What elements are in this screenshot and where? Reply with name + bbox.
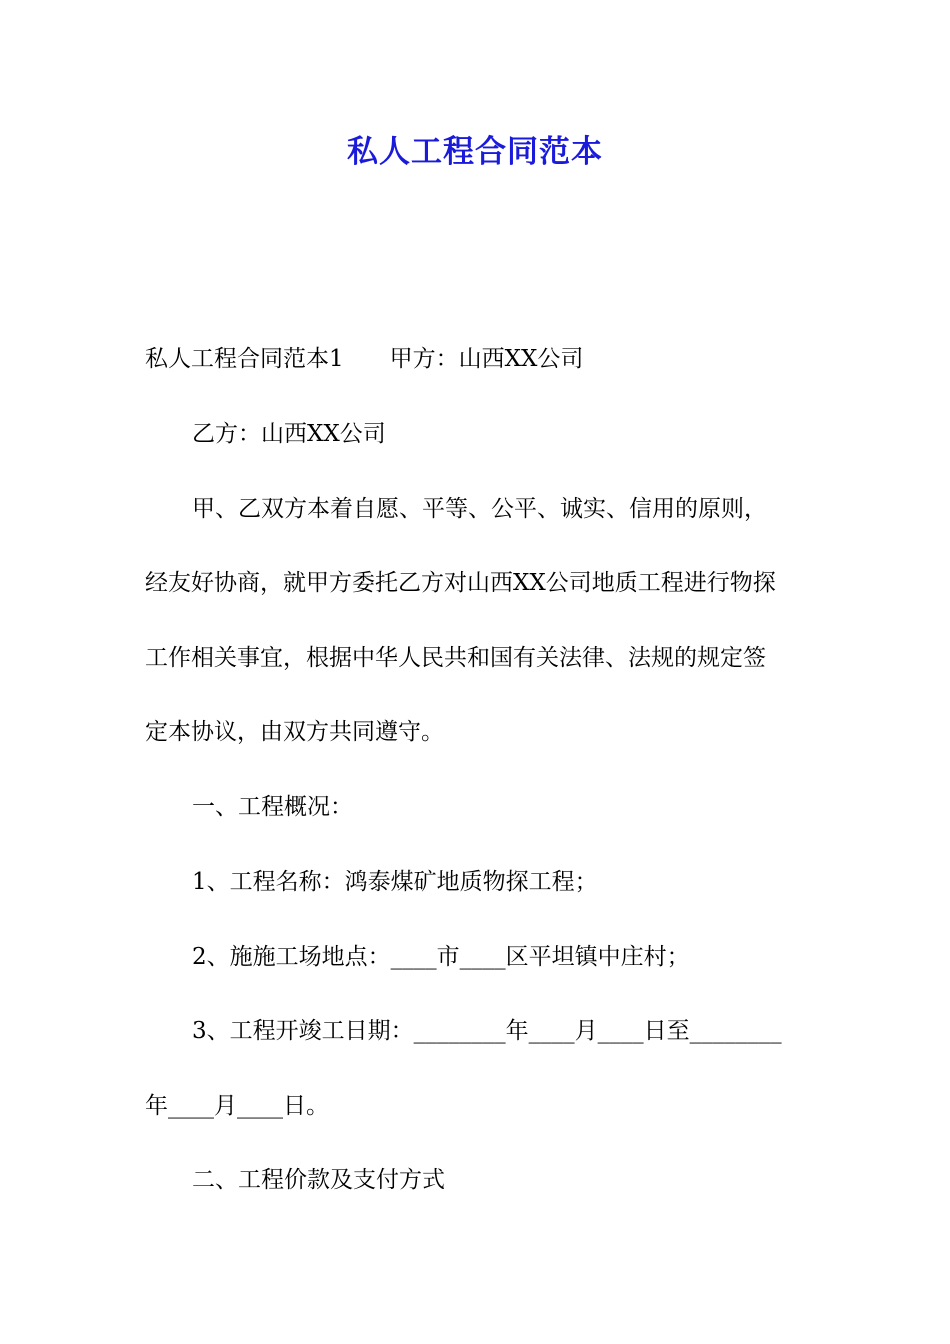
contract-heading-parties: 私人工程合同范本1 甲方：山西XX公司 (145, 346, 584, 372)
project-name-line: 1、工程名称：鸿泰煤矿地质物探工程； (192, 869, 598, 895)
paragraph-line: 工作相关事宜，根据中华人民共和国有关法律、法规的规定签 (145, 645, 766, 671)
paragraph-line: 定本协议，由双方共同遵守。 (145, 719, 444, 745)
section-heading-overview: 一、工程概况： (192, 794, 353, 820)
party-b-line: 乙方：山西XX公司 (192, 421, 386, 447)
dates-line-continued: 年____月____日。 (145, 1093, 329, 1119)
section-heading-payment: 二、工程价款及支付方式 (192, 1167, 445, 1193)
paragraph-line: 经友好协商，就甲方委托乙方对山西XX公司地质工程进行物探 (145, 570, 776, 596)
paragraph-line: 甲、乙双方本着自愿、平等、公平、诚实、信用的原则， (192, 496, 767, 522)
site-location-line: 2、施施工场地点：____市____区平坦镇中庄村； (192, 944, 690, 970)
document-title: 私人工程合同范本 (347, 134, 603, 170)
dates-line: 3、工程开竣工日期：________年____月____日至________ (192, 1018, 782, 1044)
